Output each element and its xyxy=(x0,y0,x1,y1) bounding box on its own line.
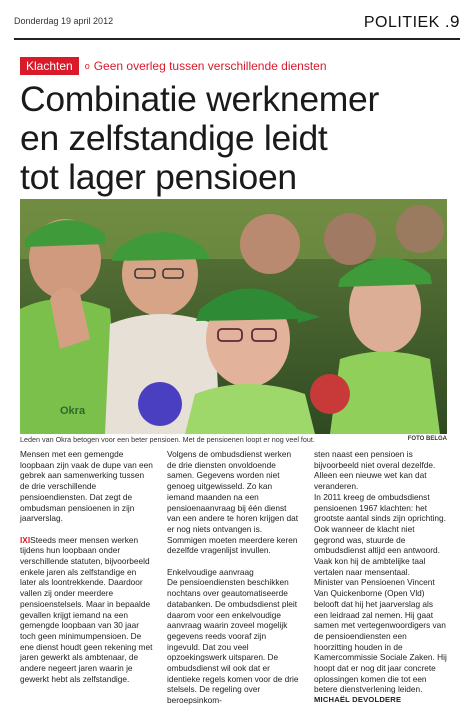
section-label xyxy=(364,12,460,32)
news-photo xyxy=(20,199,447,434)
article-paragraph: De pensioendiensten beschikken nochtans over geautomatiseerde databanken. De ombudsdienst pleit daarom voor een enkelvoudige aanvraag waarin zoveel mogelijk gegevens reeds vooraf zijn ingevuld. Dat zou veel opzoekingswerk uitsparen. De ombudsdienst wil ook dat er identieke regels komen voor de drie stelsels. De regeling over beroepsinkom- xyxy=(167,577,299,706)
headline-line-3: tot lager pensioen xyxy=(20,157,297,197)
page-header xyxy=(14,10,460,36)
article-column-3 xyxy=(314,449,447,705)
article-paragraph xyxy=(20,535,153,685)
kicker xyxy=(20,57,327,75)
headline xyxy=(20,80,460,197)
header-rule xyxy=(14,38,460,40)
kicker-subtitle: Geen overleg tussen verschillende diensten xyxy=(93,59,327,73)
photo-credit: FOTO BELGA xyxy=(407,436,447,442)
issue-date: Donderdag 19 april 2012 xyxy=(14,16,114,26)
article-subhead: Enkelvoudige aanvraag xyxy=(167,566,254,577)
article-paragraph-text: Steeds meer mensen werken tijdens hun loopbaan onder verschillende statuten, bijvoorbeeld enkele jaren als zelfstandige en later als loontrekkende. Daardoor vallen zij onder meerdere pensioenstelsels. Maar in bepaalde gevallen krijgt iemand na een gemengde loopbaan van 30 jaar toch geen minimumpensioen. De ene dienst houdt geen rekening met jaren gewerkt als ambtenaar, de andere negeert jaren waarin je gewerkt hebt als zelfstandige. xyxy=(20,534,153,684)
article-column-2 xyxy=(167,449,300,706)
article-paragraph: In 2011 kreeg de ombudsdienst pensioenen 1967 klachten: het grootste aantal sinds zijn oprichting. Ook wanneer de klacht niet gegrond was, stuurde de ombudsdienst altijd een antwoord. Vaak kon hij de ambtelijke taal vertalen naar mensentaal. xyxy=(314,491,446,577)
headline-line-2: en zelfstandige leidt xyxy=(20,118,328,158)
page-number: .9 xyxy=(444,12,460,31)
protest-photo-illustration xyxy=(20,199,447,434)
byline: MICHAËL DEVOLDERE xyxy=(314,695,402,705)
section-name: POLITIEK xyxy=(363,14,440,31)
photo-caption-row xyxy=(20,435,447,447)
article-paragraph: Minister van Pensioenen Vincent Van Quickenborne (Open Vld) belooft dat hij het jaarverslag als een leidraad zal nemen. Hij gaat samen met vertegenwoordigers van de pensioendiensten een hoorzitting houden in de Kamercommissie Sociale Zaken. Hij hoopt dat er nog dit jaar concrete oplossingen komen die tot een betere dienstverlening leiden. xyxy=(314,577,447,695)
article-paragraph: sten naast een pensioen is bijvoorbeeld niet overal dezelfde. Alleen een nieuwe wet kan dat veranderen. xyxy=(314,449,436,492)
article-lead: Mensen met een gemengde loopbaan zijn vaak de dupe van een gebrek aan samenwerking tussen de drie verschillende pensioendiensten. Dat zegt de ombudsman pensioenen in zijn jaarverslag. xyxy=(20,449,153,524)
kicker-tag: Klachten xyxy=(20,57,79,75)
article-column-1 xyxy=(20,449,153,684)
headline-line-1: Combinatie werknemer xyxy=(20,79,380,119)
cap-logo-text: Okra xyxy=(60,405,86,417)
paragraph-marker: IXI xyxy=(20,534,31,545)
kicker-separator: o xyxy=(84,61,90,71)
article-body xyxy=(20,449,447,706)
photo-caption: Leden van Okra betogen voor een beter pensioen. Met de pensioenen loopt er nog veel fout. xyxy=(20,435,315,444)
article-paragraph: Volgens de ombudsdienst werken de drie diensten onvoldoende samen. Gegevens worden niet genoeg uitgewisseld. Zo kan iemand maanden na een pensioenaanvraag bij één dienst van een andere te horen krijgen dat er nog niets ontvangen is. Sommigen moeten meerdere keren dezelfde vragenlijst invullen. xyxy=(167,449,299,556)
